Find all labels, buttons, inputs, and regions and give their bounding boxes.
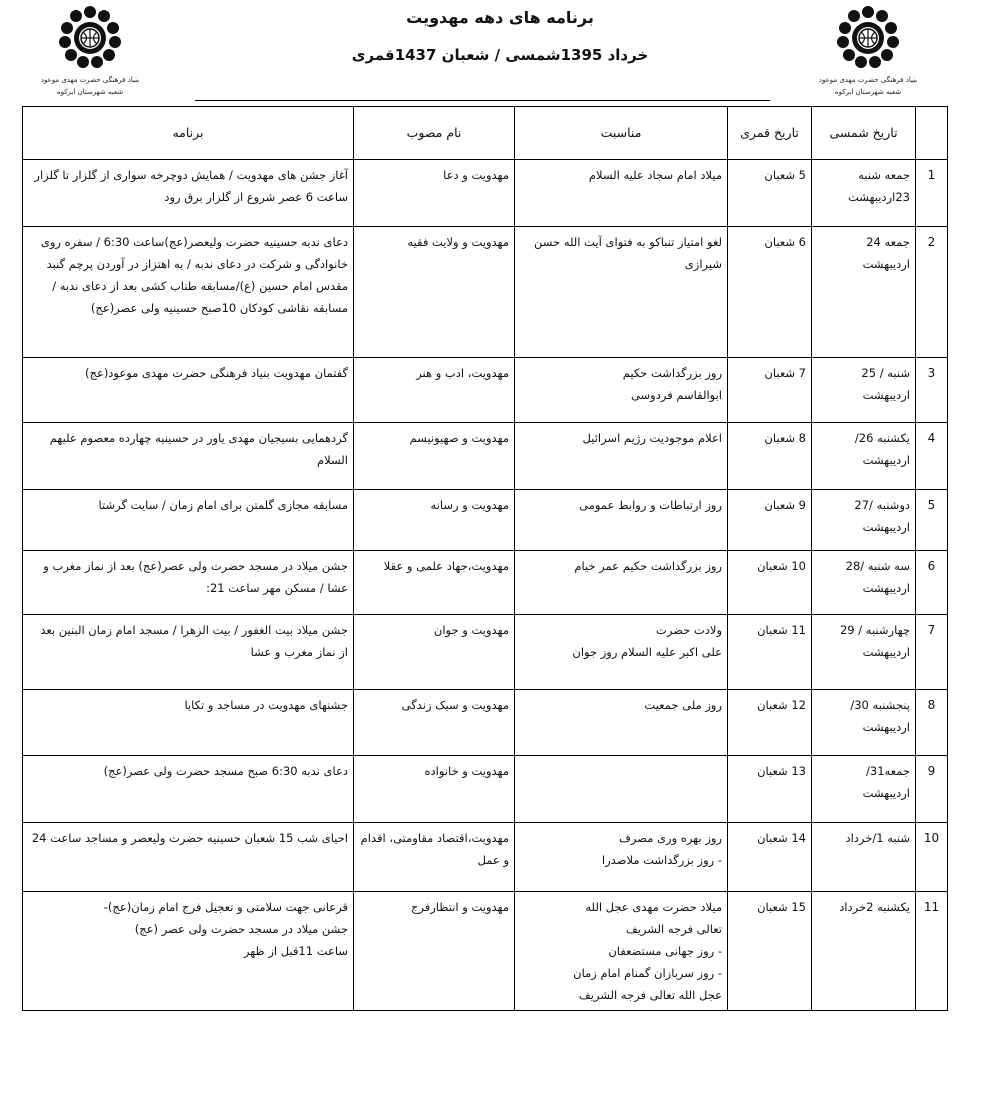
occasion-cell-line: میلاد حضرت مهدی عجل الله [585, 900, 722, 914]
column-header-approved-name: نام مصوب [354, 107, 515, 160]
occasion-cell [515, 358, 728, 423]
approved-name-cell: مهدویت و جوان [354, 615, 515, 690]
approved-name-cell: مهدویت و رسانه [354, 490, 515, 551]
column-header-shamsi-date: تاریخ شمسی [812, 107, 916, 160]
approved-name-cell: مهدویت و انتظارفرج [354, 892, 515, 1011]
program-cell-line: گردهمایی بسیجیان مهدی یاور در حسینیه چهارده معصوم علیهم السلام [49, 431, 348, 467]
program-cell-line: دعای ندبه 6:30 صبح مسجد حضرت ولی عصر(عج) [103, 764, 348, 778]
organization-logo-right [818, 4, 918, 104]
program-cell-line: مسابقه مجازی گلمتن برای امام زمان / سایت گرشتا [98, 498, 348, 512]
approved-name-cell: مهدویت،اقتصاد مقاومتی، اقدام و عمل [354, 823, 515, 892]
occasion-cell [515, 892, 728, 1011]
row-number-cell: 3 [916, 358, 948, 423]
ghamari-date-cell: 8 شعبان [728, 423, 812, 490]
occasion-cell-line: - روز بزرگداشت ملاصدرا [601, 853, 722, 867]
approved-name-cell: مهدویت و ولایت فقیه [354, 227, 515, 358]
occasion-cell-line: عجل الله تعالی فرجه الشریف [578, 988, 722, 1002]
table-row [23, 690, 948, 756]
table-row [23, 160, 948, 227]
program-cell-line: جشن میلاد بیت الغفور / بیت الزهرا / مسجد امام زمان البنین بعد از نماز مغرب و عشا [40, 623, 348, 659]
shamsi-date-cell: سه شنبه /28 اردیبهشت [812, 551, 916, 615]
logo-caption-line-1: بنیاد فرهنگی حضرت مهدی موعود [818, 76, 918, 84]
approved-name-cell: مهدویت و صهیونیسم [354, 423, 515, 490]
occasion-cell [515, 490, 728, 551]
ghamari-date-cell: 9 شعبان [728, 490, 812, 551]
program-cell-line: آغاز جشن های مهدویت / همایش دوچرخه سواری از گلزار تا گلزار ساعت 6 عصر شروع از گلزار برق رود [34, 168, 348, 204]
occasion-cell-line: اعلام موجودیت رژیم اسرائیل [582, 431, 722, 445]
program-cell [23, 892, 354, 1011]
column-header-ghamari-date: تاریخ قمری [728, 107, 812, 160]
column-header-number [916, 107, 948, 160]
row-number-cell: 1 [916, 160, 948, 227]
row-number-cell: 4 [916, 423, 948, 490]
table-row [23, 615, 948, 690]
program-cell-line: جشنهای مهدویت در مساجد و تکایا [184, 698, 348, 712]
ghamari-date-cell: 15 شعبان [728, 892, 812, 1011]
logo-caption-line-2: شعبه شهرستان ابرکوه [834, 88, 902, 96]
shamsi-date-cell: یکشنبه 26/ اردیبهشت [812, 423, 916, 490]
ghamari-date-cell: 5 شعبان [728, 160, 812, 227]
ghamari-date-cell: 6 شعبان [728, 227, 812, 358]
occasion-cell-line: علی اکبر علیه السلام روز جوان [572, 645, 722, 659]
program-cell-line: قرعانی جهت سلامتی و تعجیل فرج امام زمان(عج)- [103, 900, 348, 914]
column-header-occasion: مناسبت [515, 107, 728, 160]
occasion-cell [515, 823, 728, 892]
row-number-cell: 8 [916, 690, 948, 756]
approved-name-cell: مهدویت و خانواده [354, 756, 515, 823]
approved-name-cell: مهدویت و سبک زندگی [354, 690, 515, 756]
flower-emblem-icon [40, 4, 140, 76]
program-cell-line: ساعت 11قبل از ظهر [243, 944, 348, 958]
table-row [23, 551, 948, 615]
program-cell [23, 690, 354, 756]
row-number-cell: 10 [916, 823, 948, 892]
shamsi-date-cell: پنجشنبه 30/ اردیبهشت [812, 690, 916, 756]
program-cell [23, 423, 354, 490]
program-cell [23, 823, 354, 892]
header-divider [195, 100, 770, 101]
column-header-program: برنامه [23, 107, 354, 160]
table-row [23, 227, 948, 358]
schedule-table [22, 106, 948, 1011]
table-row [23, 823, 948, 892]
ghamari-date-cell: 7 شعبان [728, 358, 812, 423]
shamsi-date-cell: دوشنبه /27 اردیبهشت [812, 490, 916, 551]
approved-name-cell: مهدویت،جهاد علمی و عقلا [354, 551, 515, 615]
table-header-row [23, 107, 948, 160]
organization-logo-left [40, 4, 140, 104]
program-cell [23, 358, 354, 423]
row-number-cell: 7 [916, 615, 948, 690]
row-number-cell: 9 [916, 756, 948, 823]
approved-name-cell: مهدویت، ادب و هنر [354, 358, 515, 423]
table-row [23, 423, 948, 490]
program-cell [23, 490, 354, 551]
occasion-cell-line: ابوالقاسم فردوسی [630, 388, 722, 402]
logo-caption-line-1: بنیاد فرهنگی حضرت مهدی موعود [40, 76, 140, 84]
program-cell-line: گفتمان مهدویت بنیاد فرهنگی حضرت مهدی موعود(عج) [85, 366, 348, 380]
program-cell [23, 615, 354, 690]
table-row [23, 756, 948, 823]
row-number-cell: 11 [916, 892, 948, 1011]
program-cell [23, 551, 354, 615]
row-number-cell: 5 [916, 490, 948, 551]
occasion-cell-line: لغو امتیاز تنباکو به فتوای آیت الله حسن شیرازی [534, 235, 722, 271]
occasion-cell [515, 615, 728, 690]
program-cell [23, 227, 354, 358]
occasion-cell [515, 227, 728, 358]
shamsi-date-cell: یکشنبه 2خرداد [812, 892, 916, 1011]
shamsi-date-cell: جمعه شنبه 23اردیبهشت [812, 160, 916, 227]
occasion-cell [515, 551, 728, 615]
occasion-cell-line: روز بزرگداشت حکیم عمر خیام [574, 559, 722, 573]
ghamari-date-cell: 14 شعبان [728, 823, 812, 892]
occasion-cell-line: روز بزرگداشت حکیم [622, 366, 722, 380]
shamsi-date-cell: جمعه31/ اردیبهشت [812, 756, 916, 823]
row-number-cell: 2 [916, 227, 948, 358]
occasion-cell [515, 690, 728, 756]
occasion-cell [515, 756, 728, 823]
shamsi-date-cell: جمعه 24 اردیبهشت [812, 227, 916, 358]
ghamari-date-cell: 10 شعبان [728, 551, 812, 615]
occasion-cell-line: - روز جهانی مستضعفان [608, 944, 722, 958]
flower-emblem-icon [818, 4, 918, 76]
logo-caption-line-2: شعبه شهرستان ابرکوه [56, 88, 124, 96]
occasion-cell [515, 423, 728, 490]
occasion-cell-line: روز ارتباطات و روابط عمومی [579, 498, 722, 512]
program-cell-line: احیای شب 15 شعبان حسینیه حضرت ولیعصر و مساجد ساعت 24 [31, 831, 348, 845]
table-row [23, 490, 948, 551]
document-title: برنامه های دهه مهدویت [406, 8, 594, 27]
occasion-cell-line: روز بهره وری مصرف [618, 831, 722, 845]
program-cell [23, 160, 354, 227]
row-number-cell: 6 [916, 551, 948, 615]
table-row [23, 892, 948, 1011]
program-cell-line: جشن میلاد در مسجد حضرت ولی عصر (عج) [134, 922, 348, 936]
ghamari-date-cell: 11 شعبان [728, 615, 812, 690]
table-row [23, 358, 948, 423]
program-cell-line: جشن میلاد در مسجد حضرت ولی عصر(عج) بعد از نماز مغرب و عشا / مسکن مهر ساعت 21: [43, 559, 348, 595]
shamsi-date-cell: شنبه 1/خرداد [812, 823, 916, 892]
shamsi-date-cell: شنبه / 25 اردیبهشت [812, 358, 916, 423]
approved-name-cell: مهدویت و دعا [354, 160, 515, 227]
occasion-cell-line: روز ملی جمعیت [644, 698, 722, 712]
document-subtitle: خرداد 1395شمسی / شعبان 1437قمری [351, 46, 649, 64]
program-cell-line: دعای ندبه حسینیه حضرت ولیعصر(عج)ساعت 6:30 / سفره روی خانوادگی و شرکت در دعای ندبه / به اهتزاز در آوردن پرچم گنبد مقدس امام حسین (ع)/مسابقه طناب کشی بعد از دعای ندبه / مسابقه نقاشی کودکان 10صبح حسینیه ولی عصر(عج) [40, 235, 348, 315]
occasion-cell-line: - روز سربازان گمنام امام زمان [573, 966, 722, 980]
occasion-cell [515, 160, 728, 227]
occasion-cell-line: تعالی فرجه الشریف [625, 922, 722, 936]
ghamari-date-cell: 12 شعبان [728, 690, 812, 756]
occasion-cell-line: ولادت حضرت [656, 623, 722, 637]
shamsi-date-cell: چهارشنبه / 29 اردیبهشت [812, 615, 916, 690]
ghamari-date-cell: 13 شعبان [728, 756, 812, 823]
program-cell [23, 756, 354, 823]
occasion-cell-line: میلاد امام سجاد علیه السلام [588, 168, 722, 182]
